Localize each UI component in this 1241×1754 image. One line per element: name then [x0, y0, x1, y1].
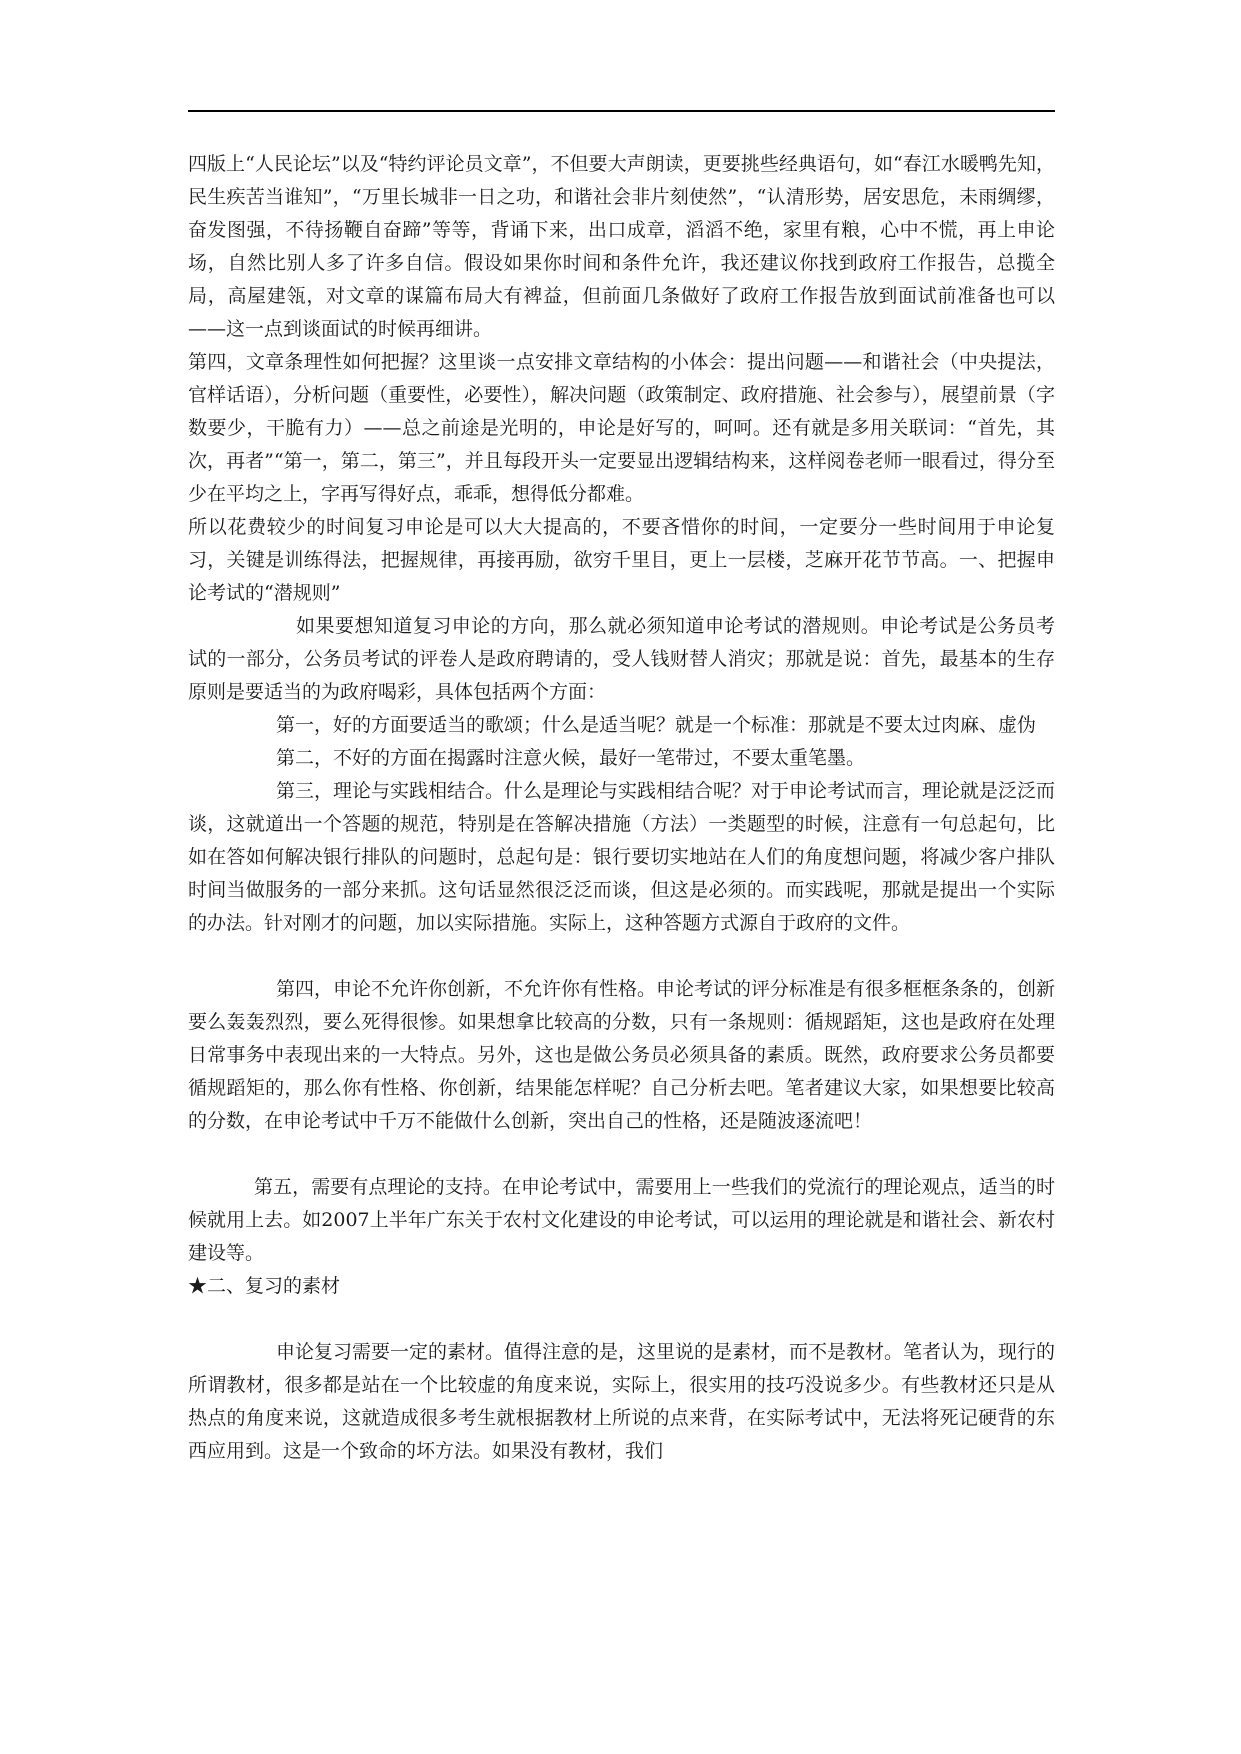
blank-line: [188, 1303, 1055, 1336]
paragraph: 申论复习需要一定的素材。值得注意的是，这里说的是素材，而不是教材。笔者认为，现行的所谓教材，很多都是站在一个比较虚的角度来说，实际上，很实用的技巧没说多少。有些教材还只是从热点的角度来说，这就造成很多考生就根据教材上所说的点来背，在实际考试中，无法将死记硬背的东西应用到。这是一个致命的坏方法。如果没有教材，我们: [188, 1341, 1056, 1462]
blank-line: [188, 1138, 1055, 1171]
section-heading: ★二、复习的素材: [188, 1275, 341, 1297]
blank-line: [188, 940, 1055, 973]
paragraph: 四版上“人民论坛”以及“特约评论员文章”，不但要大声朗读，更要挑些经典语句，如“春江水暖鸭先知，民生疾苦当谁知”，“万里长城非一日之功，和谐社会非片刻使然”，“认清形势，居安思危，未雨绸缪，奋发图强，不待扬鞭自奋蹄”等等，背诵下来，出口成章，滔滔不绝，家里有粮，心中不慌，再上申论场，自然比别人多了许多自信。假设如果你时间和条件允许，我还建议你找到政府工作报告，总揽全局，高屋建瓴，对文章的谋篇布局大有裨益，但前面几条做好了政府工作报告放到面试前准备也可以——这一点到谈面试的时候再细讲。: [188, 153, 1055, 340]
paragraph: 第三，理论与实践相结合。什么是理论与实践相结合呢？对于申论考试而言，理论就是泛泛而谈，这就道出一个答题的规范，特别是在答解决措施（方法）一类题型的时候，注意有一句总起句，比如在答如何解决银行排队的问题时，总起句是：银行要切实地站在人们的角度想问题，将减少客户排队时间当做服务的一部分来抓。这句话显然很泛泛而谈，但这是必须的。而实践呢，那就是提出一个实际的办法。针对刚才的问题，加以实际措施。实际上，这种答题方式源自于政府的文件。: [188, 780, 1056, 934]
header-rule: [188, 110, 1055, 112]
paragraph: 第四，文章条理性如何把握？这里谈一点安排文章结构的小体会：提出问题——和谐社会（中央提法，官样话语），分析问题（重要性，必要性），解决问题（政策制定、政府措施、社会参与），展望前景（字数要少，干脆有力）——总之前途是光明的，申论是好写的，呵呵。还有就是多用关联词：“首先，其次，再者”“第一，第二，第三”，并且每段开头一定要显出逻辑结构来，这样阅卷老师一眼看过，得分至少在平均之上，字再写得好点，乖乖，想得低分都难。: [188, 351, 1055, 505]
paragraph: 第五，需要有点理论的支持。在申论考试中，需要用上一些我们的党流行的理论观点，适当的时候就用上去。如2007上半年广东关于农村文化建设的申论考试，可以运用的理论就是和谐社会、新农村建设等。: [188, 1176, 1055, 1264]
paragraph: 如果要想知道复习申论的方向，那么就必须知道申论考试的潜规则。申论考试是公务员考试的一部分，公务员考试的评卷人是政府聘请的，受人钱财替人消灾；那就是说：首先，最基本的生存原则是要适当的为政府喝彩，具体包括两个方面：: [188, 615, 1055, 703]
paragraph: 所以花费较少的时间复习申论是可以大大提高的，不要吝惜你的时间，一定要分一些时间用于申论复习，关键是训练得法，把握规律，再接再励，欲穷千里目，更上一层楼，芝麻开花节节高。一、把握申论考试的“潜规则”: [188, 516, 1055, 604]
paragraph: 第一，好的方面要适当的歌颂；什么是适当呢？就是一个标准：那就是不要太过肉麻、虚伪: [276, 714, 1037, 736]
paragraph: 第四，申论不允许你创新，不允许你有性格。申论考试的评分标准是有很多框框条条的，创新要么轰轰烈烈，要么死得很惨。如果想拿比较高的分数，只有一条规则：循规蹈矩，这也是政府在处理日常事务中表现出来的一大特点。另外，这也是做公务员必须具备的素质。既然，政府要求公务员都要循规蹈矩的，那么你有性格、你创新，结果能怎样呢？自己分析去吧。笔者建议大家，如果想要比较高的分数，在申论考试中千万不能做什么创新，突出自己的性格，还是随波逐流吧！: [188, 978, 1056, 1132]
document-body: [188, 148, 1055, 1468]
paragraph: 第二，不好的方面在揭露时注意火候，最好一笔带过，不要太重笔墨。: [276, 747, 866, 769]
